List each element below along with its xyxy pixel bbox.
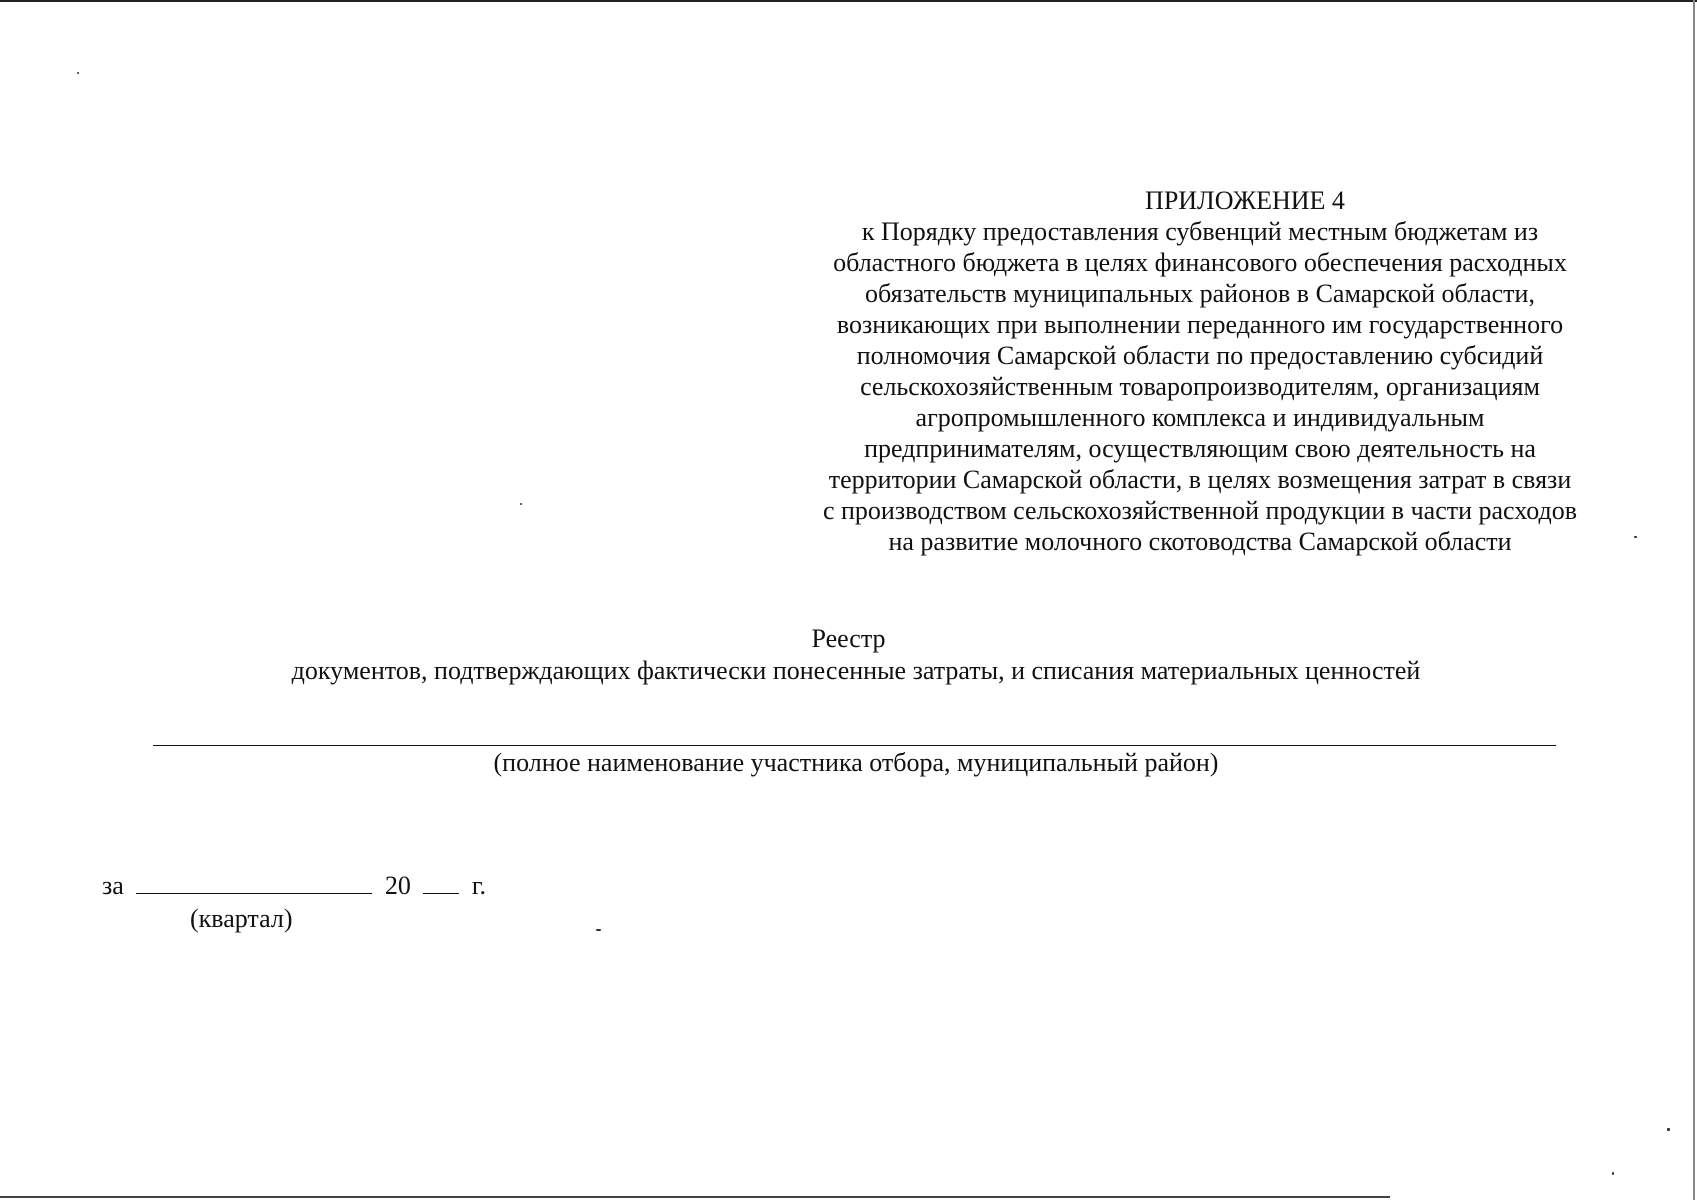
appendix-text-line: возникающих при выполнении переданного им государственного — [836, 310, 1564, 339]
year-blank-line — [423, 871, 459, 894]
appendix-text-line: сельскохозяйственным товаропроизводителям, организациям — [860, 372, 1540, 401]
appendix-text-line: с производством сельскохозяйственной продукции в части расходов — [822, 496, 1578, 525]
scan-bottom-edge — [0, 1196, 1390, 1198]
scan-speck — [596, 929, 601, 931]
appendix-header — [770, 185, 1630, 557]
quarter-caption: (квартал) — [190, 904, 293, 933]
appendix-text-line: территории Самарской области, в целях возмещения затрат в связи — [828, 465, 1572, 494]
scan-top-edge — [0, 0, 1697, 2]
year-prefix: 20 — [384, 871, 411, 900]
scan-speck — [1667, 1128, 1670, 1131]
appendix-text-line: на развитие молочного скотоводства Самарской области — [888, 527, 1512, 556]
scan-speck — [1612, 1172, 1614, 1175]
scan-speck — [77, 72, 79, 74]
appendix-text-line: агропромышленного комплекса и индивидуальным — [915, 403, 1485, 432]
scan-speck — [1634, 536, 1637, 538]
registry-subtitle: документов, подтверждающих фактически понесенные затраты, и списания материальных ценностей — [291, 656, 1421, 685]
appendix-text-line: полномочия Самарской области по предоставлению субсидий — [856, 341, 1544, 370]
period-row — [102, 870, 486, 901]
appendix-text-line: предпринимателям, осуществляющим свою деятельность на — [864, 434, 1536, 463]
year-suffix: г. — [471, 871, 487, 900]
period-prefix: за — [102, 871, 124, 900]
participant-name-blank-line — [153, 745, 1556, 746]
appendix-title: ПРИЛОЖЕНИЕ 4 — [1145, 186, 1345, 215]
appendix-text-line: к Порядку предоставления субвенций местным бюджетам из — [861, 217, 1539, 246]
scan-speck — [520, 503, 522, 505]
appendix-text-line: областного бюджета в целях финансового обеспечения расходных — [833, 248, 1567, 277]
appendix-text-line: обязательств муниципальных районов в Самарской области, — [865, 279, 1535, 308]
quarter-blank-line — [136, 871, 372, 894]
scan-right-edge — [1693, 0, 1695, 1200]
registry-title: Реестр — [811, 624, 886, 653]
participant-caption: (полное наименование участника отбора, муниципальный район) — [493, 748, 1219, 777]
